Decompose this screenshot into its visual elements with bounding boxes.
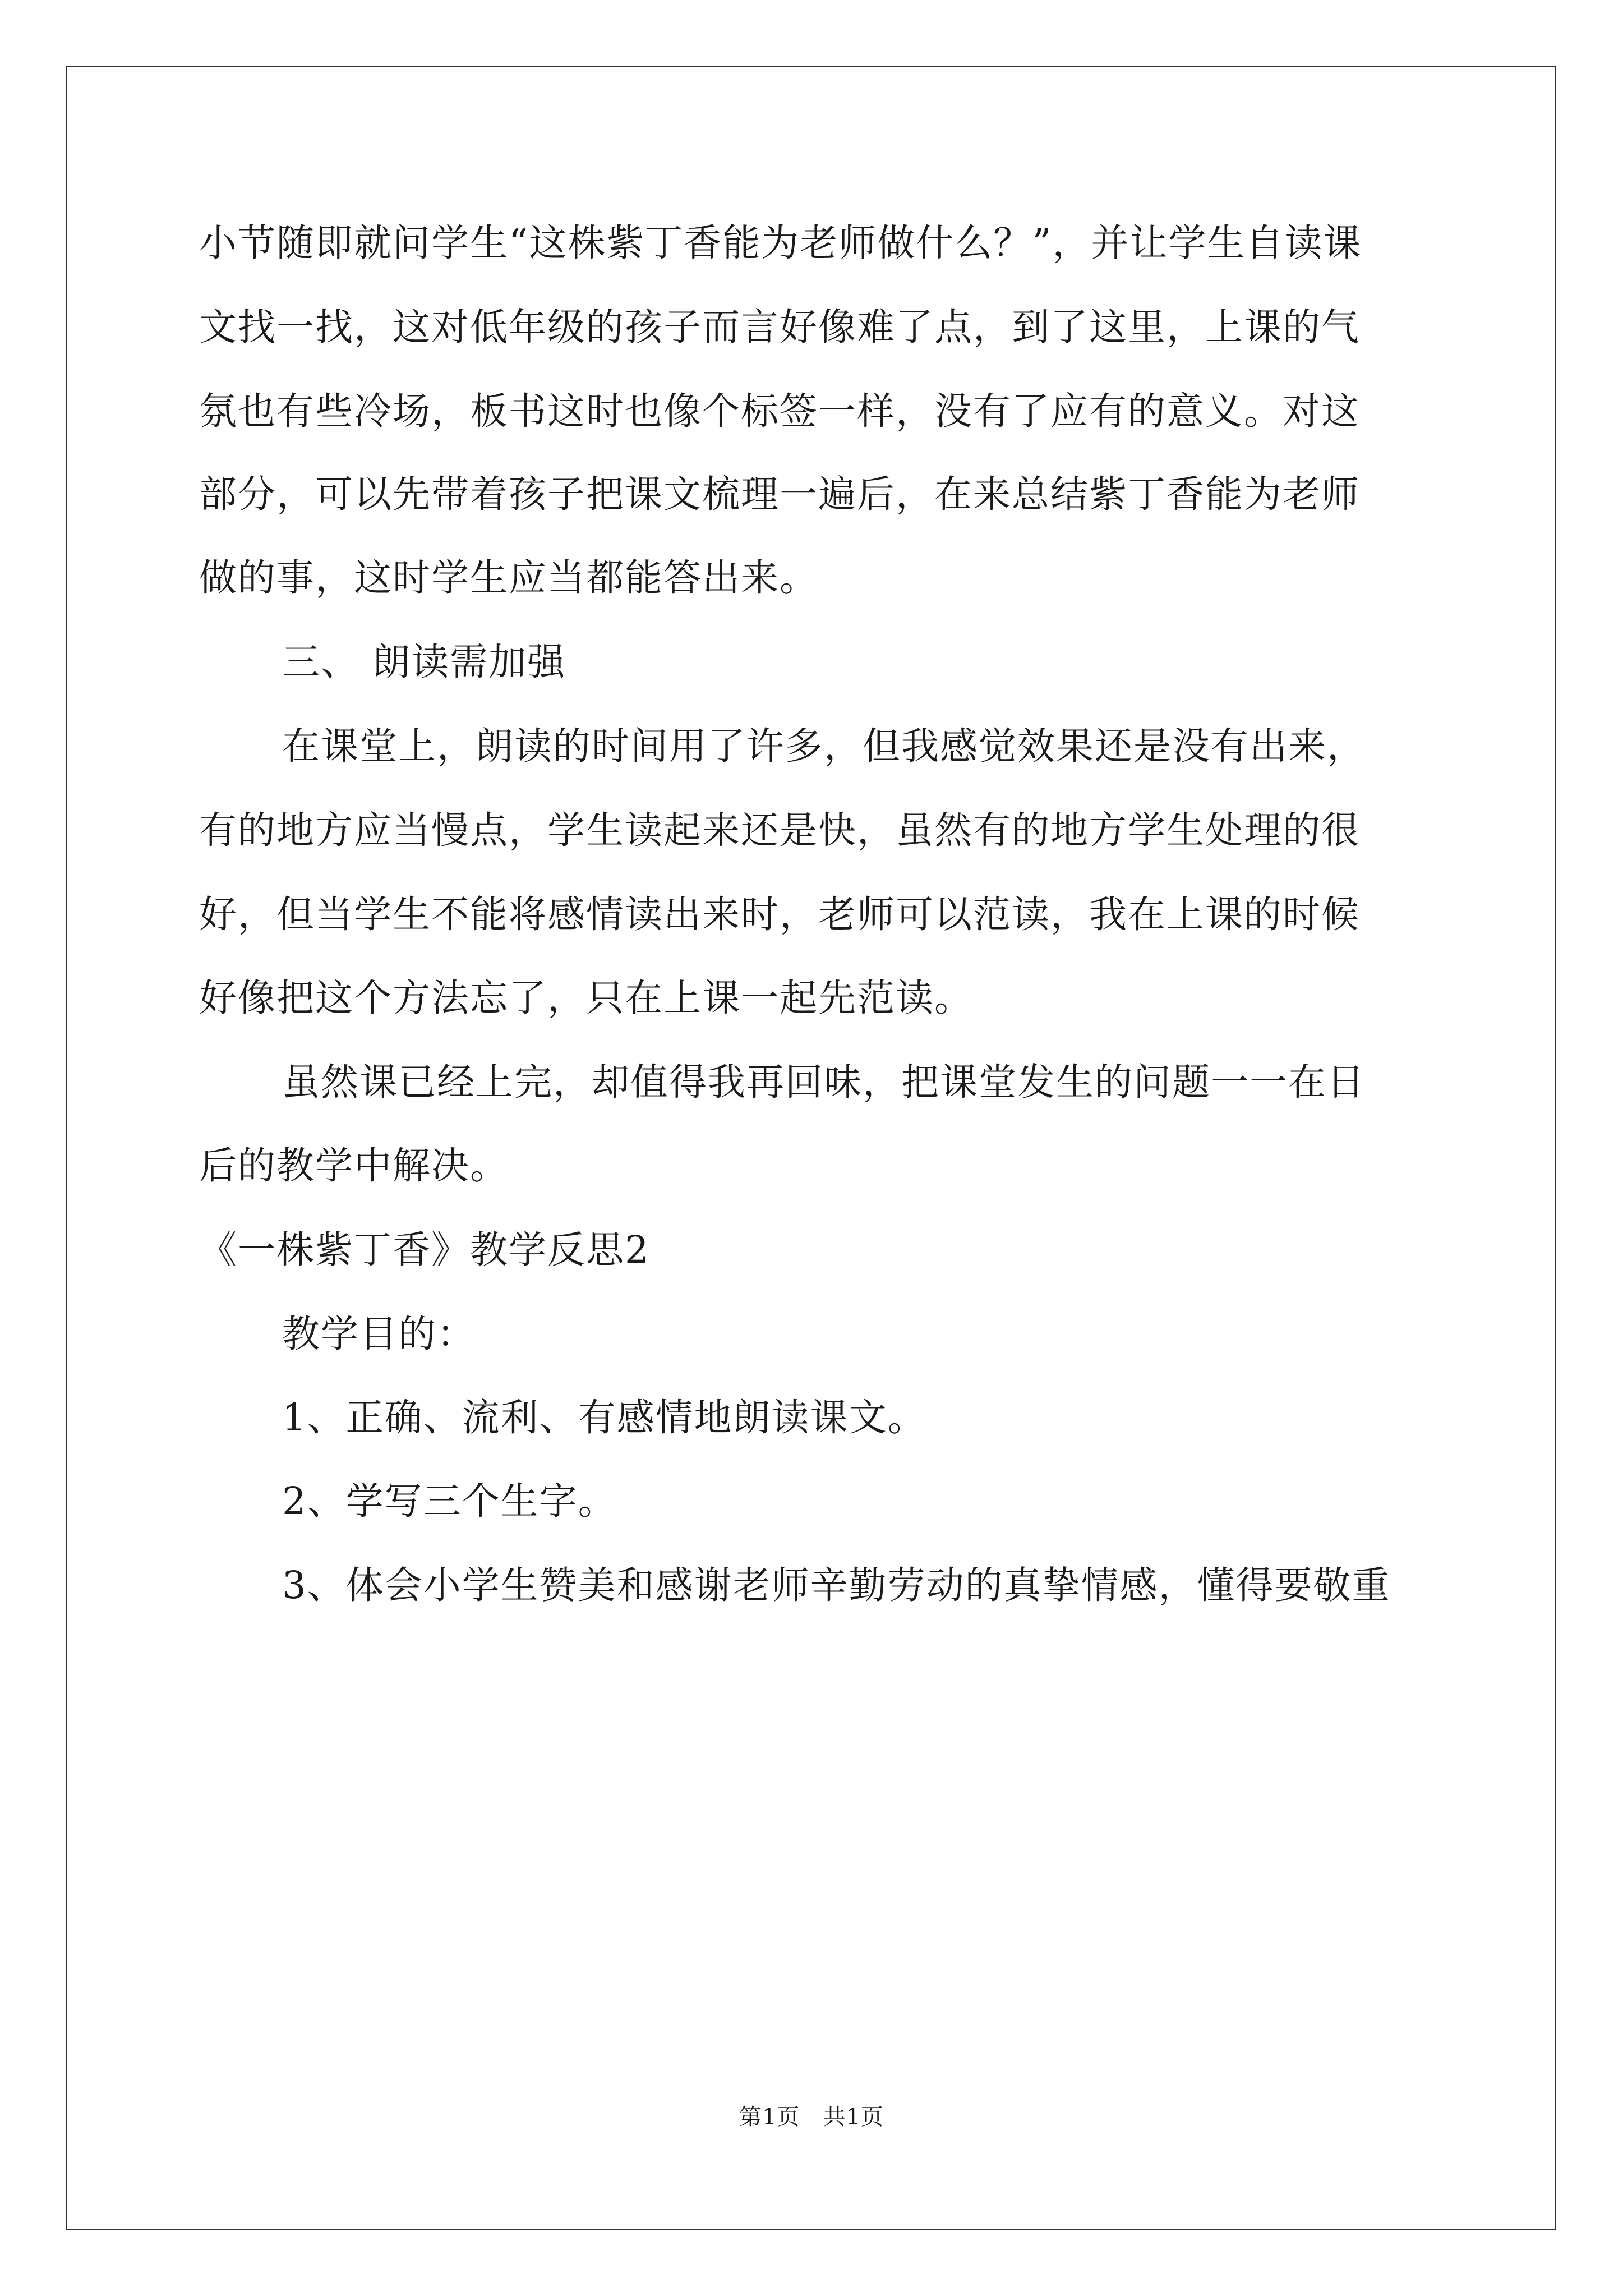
page-footer: 第1页 共1页	[739, 2104, 884, 2130]
paragraph-line: 氛也有些冷场，板书这时也像个标签一样，没有了应有的意义。对这	[199, 389, 1360, 433]
paragraph-line: 后的教学中解决。	[199, 1144, 509, 1188]
section-title: 《一株紫丁香》教学反思2	[199, 1228, 650, 1272]
paragraph-line: 好，但当学生不能将感情读出来时，老师可以范读，我在上课的时候	[199, 892, 1360, 936]
paragraph-line: 文找一找，这对低年级的孩子而言好像难了点，到了这里，上课的气	[199, 305, 1360, 349]
paragraph-line: 在课堂上，朗读的时间用了许多，但我感觉效果还是没有出来，	[282, 724, 1366, 768]
paragraph-line: 好像把这个方法忘了，只在上课一起先范读。	[199, 976, 973, 1020]
objective-item: 2、学写三个生字。	[282, 1479, 617, 1523]
objective-item: 3、体会小学生赞美和感谢老师辛勤劳动的真挚情感，懂得要敬重	[282, 1563, 1391, 1607]
paragraph-line: 虽然课已经上完，却值得我再回味，把课堂发生的问题一一在日	[282, 1060, 1366, 1104]
section-heading: 三、 朗读需加强	[282, 640, 566, 684]
paragraph-line: 小节随即就问学生“这株紫丁香能为老师做什么？”，并让学生自读课	[199, 221, 1362, 265]
paragraph-line: 有的地方应当慢点，学生读起来还是快，虽然有的地方学生处理的很	[199, 808, 1360, 852]
paragraph-line: 做的事，这时学生应当都能答出来。	[199, 556, 818, 600]
objective-item: 1、正确、流利、有感情地朗读课文。	[282, 1396, 926, 1439]
paragraph-line: 部分，可以先带着孩子把课文梳理一遍后，在来总结紫丁香能为老师	[199, 472, 1360, 516]
objectives-label: 教学目的：	[282, 1312, 476, 1356]
